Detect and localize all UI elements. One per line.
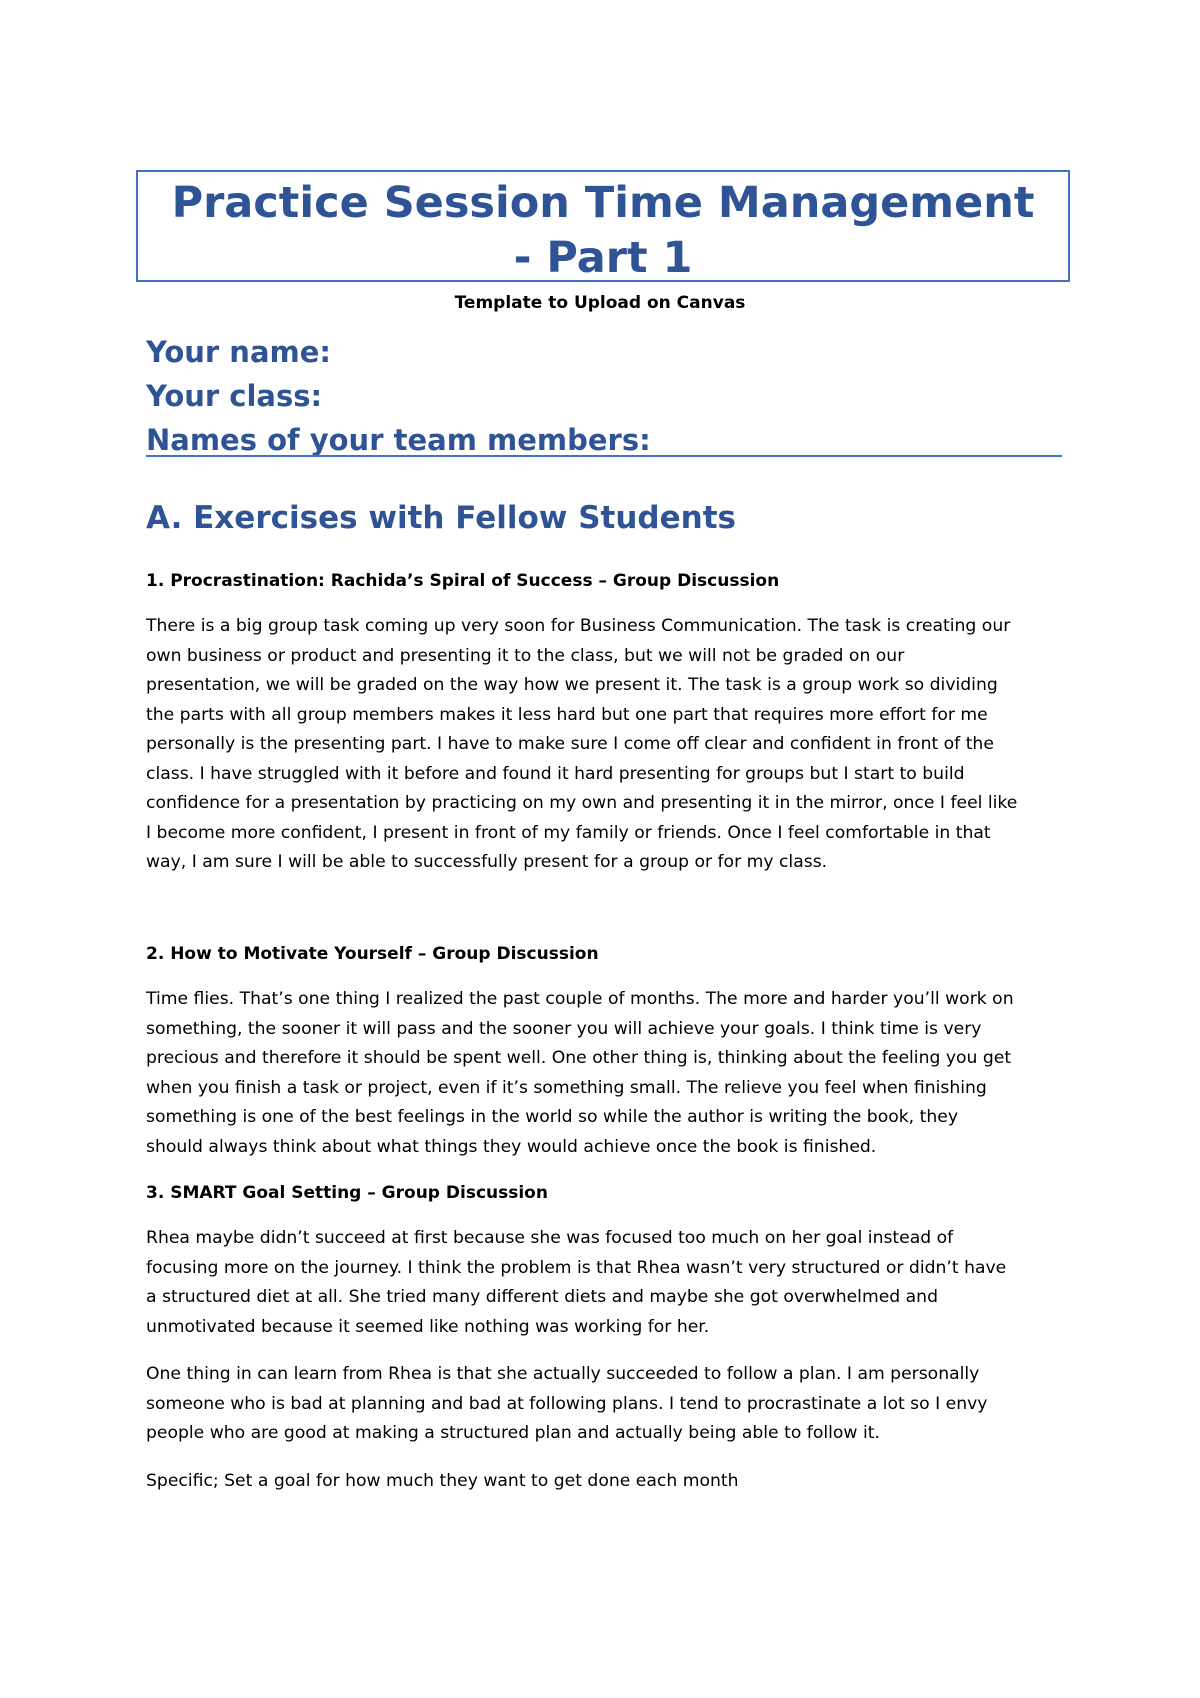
q2-heading-block [146, 943, 1076, 965]
title-line-2: - Part 1 [513, 233, 693, 283]
your-name-label: Your name: [146, 335, 332, 369]
q3-answer-block-3 [146, 1467, 1076, 1497]
team-members-label: Names of your team members: [146, 423, 651, 457]
q1-heading-block [146, 570, 1076, 592]
q3-heading: 3. SMART Goal Setting – Group Discussion [146, 1183, 548, 1203]
info-divider [146, 455, 1062, 457]
document-title [138, 172, 1068, 286]
section-a-heading: A. Exercises with Fellow Students [146, 500, 736, 536]
q3-answer-block-2 [146, 1360, 1076, 1449]
your-class-label: Your class: [146, 379, 323, 413]
title-line-1: Practice Session Time Management [171, 178, 1035, 228]
q3-paragraph-2: One thing in can learn from Rhea is that she actually succeeded to follow a plan. I am personally someone who is bad at planning and bad at following plans. I tend to procrastinate a lot so I envy people who are good at making a structured plan and actually being able to follow it. [146, 1364, 988, 1443]
q3-paragraph-3: Specific; Set a goal for how much they want to get done each month [146, 1471, 739, 1491]
q2-heading: 2. How to Motivate Yourself – Group Discussion [146, 944, 599, 964]
q1-heading: 1. Procrastination: Rachida’s Spiral of Success – Group Discussion [146, 571, 780, 591]
q2-paragraph: Time flies. That’s one thing I realized the past couple of months. The more and harder you’ll work on something, the sooner it will pass and the sooner you will achieve your goals. I think time is very precious and therefore it should be spent well. One other thing is, thinking about the feeling you get when you finish a task or project, even if it’s something small. The relieve you feel when finishing something is one of the best feelings in the world so while the author is writing the book, they should always think about what things they would achieve once the book is finished. [146, 989, 1014, 1157]
title-box [136, 170, 1070, 282]
student-info-block [146, 330, 1061, 458]
document-subtitle: Template to Upload on Canvas [454, 293, 746, 313]
q1-paragraph: There is a big group task coming up very soon for Business Communication. The task is creating our own business or product and presenting it to the class, but we will not be graded on our presentation, we will be graded on the way how we present it. The task is a group work so dividing the parts with all group members makes it less hard but one part that requires more effort for me personally is the presenting part. I have to make sure I come off clear and confident in front of the class. I have struggled with it before and found it hard presenting for groups but I start to build confidence for a presentation by practicing on my own and presenting it in the mirror, once I feel like I become more confident, I present in front of my family or friends. Once I feel comfortable in that way, I am sure I will be able to successfully present for a group or for my class. [146, 616, 1018, 872]
q3-paragraph-1: Rhea maybe didn’t succeed at first because she was focused too much on her goal instead of focusing more on the journey. I think the problem is that Rhea wasn’t very structured or didn’t have a structured diet at all. She tried many different diets and maybe she got overwhelmed and unmotivated because it seemed like nothing was working for her. [146, 1228, 1007, 1337]
q2-answer-block [146, 985, 1076, 1162]
q3-answer-block-1 [146, 1224, 1076, 1342]
q3-heading-block [146, 1182, 1076, 1204]
q1-answer-block [146, 612, 1076, 878]
